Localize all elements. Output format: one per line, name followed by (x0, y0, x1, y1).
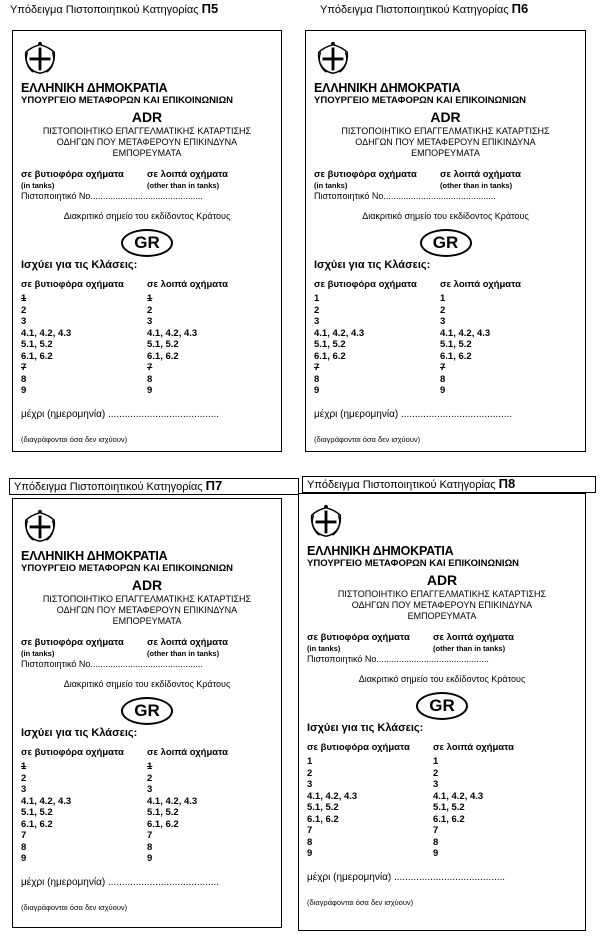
tank-class-8: 8 (21, 373, 27, 385)
tank-class-5: 5.1, 5.2 (307, 802, 339, 813)
tank-class-9: 9 (21, 853, 27, 864)
tank-class-2: 2 (314, 304, 320, 316)
other-class-9: 9 (440, 385, 446, 396)
certificate-number-field: Πιστοποιητικό Νο............................................. (21, 659, 203, 669)
cert-title-line-2: ΟΔΗΓΩΝ ΠΟΥ ΜΕΤΑΦΕΡΟΥΝ ΕΠΙΚΙΝΔΥΝΑ (56, 137, 238, 147)
in-tanks-label: (in tanks) (307, 644, 341, 653)
other-class-2: 2 (440, 304, 446, 316)
in-tanks-label: (in tanks) (21, 649, 55, 658)
certificate-card-p7 (12, 498, 282, 928)
other-class-4: 4.1, 4.2, 4.3 (147, 795, 198, 807)
other-class-7: 7 (433, 825, 439, 836)
other-class-6: 6.1, 6.2 (147, 350, 179, 362)
valid-until-field: μέχρι (ημερομηνία) ........................................ (307, 872, 506, 883)
tank-class-5: 5.1, 5.2 (21, 807, 53, 818)
tank-class-5: 5.1, 5.2 (21, 339, 53, 350)
tank-class-3: 3 (21, 316, 27, 327)
tank-vehicles-label: σε βυτιοφόρα οχήματα (21, 637, 124, 648)
greek-coat-of-arms-icon (307, 502, 345, 540)
other-class-1: 1 (147, 293, 153, 304)
greek-coat-of-arms-icon (21, 39, 59, 77)
tank-class-2: 2 (21, 772, 27, 784)
cert-title-line-1: ΠΙΣΤΟΠΟΙΗΤΙΚΟ ΕΠΑΓΓΕΛΜΑΤΙΚΗΣ ΚΑΤΑΡΤΙΣΗΣ (42, 594, 252, 604)
tank-class-7: 7 (21, 362, 27, 373)
adr-title: ADR (430, 109, 461, 125)
other-class-1: 1 (433, 756, 439, 767)
cert-title-line-2: ΟΔΗΓΩΝ ΠΟΥ ΜΕΤΑΦΕΡΟΥΝ ΕΠΙΚΙΝΔΥΝΑ (56, 605, 238, 615)
other-column-heading: σε λοιπά οχήματα (147, 747, 228, 758)
tank-column-heading: σε βυτιοφόρα οχήματα (21, 279, 124, 290)
valid-classes-heading: Ισχύει για τις Κλάσεις: (314, 259, 431, 271)
tank-class-2: 2 (21, 304, 27, 316)
other-class-2: 2 (147, 772, 153, 784)
other-column-heading: σε λοιπά οχήματα (147, 279, 228, 290)
tank-class-8: 8 (307, 836, 313, 848)
other-than-tanks-label: (other than in tanks) (147, 649, 220, 658)
other-class-7: 7 (147, 362, 153, 373)
tank-class-3: 3 (314, 316, 320, 327)
other-class-3: 3 (147, 316, 153, 327)
other-class-8: 8 (147, 373, 153, 385)
tank-class-1: 1 (21, 761, 27, 772)
valid-classes-heading: Ισχύει για τις Κλάσεις: (307, 722, 424, 734)
adr-title: ADR (131, 109, 163, 125)
tank-class-2: 2 (307, 767, 313, 779)
caption-p5: Υπόδειγμα Πιστοποιητικού Κατηγορίας Π5 (10, 1, 219, 16)
cert-title-line-1: ΠΙΣΤΟΠΟΙΗΤΙΚΟ ΕΠΑΓΓΕΛΜΑΤΙΚΗΣ ΚΑΤΑΡΤΙΣΗΣ (337, 589, 547, 599)
tank-class-8: 8 (314, 373, 320, 385)
tank-class-7: 7 (307, 825, 313, 836)
other-than-tanks-label: (other than in tanks) (440, 181, 513, 190)
other-vehicles-label: σε λοιπά οχήματα (147, 169, 228, 180)
other-class-9: 9 (147, 853, 153, 864)
tank-vehicles-label: σε βυτιοφόρα οχήματα (307, 632, 410, 643)
country-name: ΕΛΛΗΝΙΚΗ ΔΗΜΟΚΡΑΤΙΑ (21, 549, 168, 563)
other-class-3: 3 (433, 779, 439, 790)
caption-p7: Υπόδειγμα Πιστοποιητικού Κατηγορίας Π7 (9, 478, 299, 495)
valid-classes-heading: Ισχύει για τις Κλάσεις: (21, 727, 138, 739)
tank-column-heading: σε βυτιοφόρα οχήματα (314, 279, 417, 290)
tank-vehicles-label: σε βυτιοφόρα οχήματα (21, 169, 124, 180)
other-column-heading: σε λοιπά οχήματα (433, 742, 514, 753)
issuing-state-label: Διακριτικό σημείο του εκδίδοντος Κράτους (362, 211, 529, 221)
tank-class-9: 9 (307, 848, 313, 859)
other-class-6: 6.1, 6.2 (433, 813, 465, 825)
valid-until-field: μέχρι (ημερομηνία) ........................................ (314, 409, 513, 420)
tank-class-6: 6.1, 6.2 (21, 818, 53, 830)
other-class-1: 1 (440, 293, 446, 304)
other-class-6: 6.1, 6.2 (147, 818, 179, 830)
other-class-9: 9 (147, 385, 153, 396)
tank-class-9: 9 (21, 385, 27, 396)
tank-class-8: 8 (21, 841, 27, 853)
tank-class-7: 7 (314, 362, 320, 373)
certificate-card-p5 (12, 30, 282, 452)
cert-title-line-2: ΟΔΗΓΩΝ ΠΟΥ ΜΕΤΑΦΕΡΟΥΝ ΕΠΙΚΙΝΔΥΝΑ (355, 137, 536, 147)
country-name: ΕΛΛΗΝΙΚΗ ΔΗΜΟΚΡΑΤΙΑ (21, 81, 168, 95)
adr-title: ADR (426, 572, 458, 588)
tank-class-6: 6.1, 6.2 (307, 813, 339, 825)
certificate-card-p8 (298, 493, 586, 931)
tank-class-4: 4.1, 4.2, 4.3 (307, 790, 358, 802)
tank-class-3: 3 (21, 784, 27, 795)
issuing-state-label: Διακριτικό σημείο του εκδίδοντος Κράτους (63, 679, 231, 689)
other-class-7: 7 (440, 362, 446, 373)
tank-class-4: 4.1, 4.2, 4.3 (21, 795, 72, 807)
other-class-2: 2 (433, 767, 439, 779)
tank-class-5: 5.1, 5.2 (314, 339, 346, 350)
certificate-number-field: Πιστοποιητικό Νο............................................. (307, 654, 489, 664)
other-class-5: 5.1, 5.2 (147, 807, 179, 818)
in-tanks-label: (in tanks) (314, 181, 348, 190)
valid-until-field: μέχρι (ημερομηνία) ........................................ (21, 877, 220, 888)
country-name: ΕΛΛΗΝΙΚΗ ΔΗΜΟΚΡΑΤΙΑ (307, 544, 454, 558)
other-vehicles-label: σε λοιπά οχήματα (433, 632, 514, 643)
tank-class-3: 3 (307, 779, 313, 790)
greek-coat-of-arms-icon (314, 39, 352, 77)
other-column-heading: σε λοιπά οχήματα (440, 279, 521, 290)
other-class-4: 4.1, 4.2, 4.3 (147, 327, 198, 339)
valid-until-field: μέχρι (ημερομηνία) ........................................ (21, 409, 220, 420)
strike-note: (διαγράφονται όσα δεν ισχύουν) (21, 435, 128, 444)
cert-title-line-1: ΠΙΣΤΟΠΟΙΗΤΙΚΟ ΕΠΑΓΓΕΛΜΑΤΙΚΗΣ ΚΑΤΑΡΤΙΣΗΣ (341, 126, 550, 136)
tank-class-4: 4.1, 4.2, 4.3 (21, 327, 72, 339)
other-class-4: 4.1, 4.2, 4.3 (440, 327, 491, 339)
gr-country-code: GR (121, 229, 173, 257)
other-than-tanks-label: (other than in tanks) (433, 644, 506, 653)
other-class-8: 8 (440, 373, 446, 385)
other-class-5: 5.1, 5.2 (440, 339, 472, 350)
other-vehicles-label: σε λοιπά οχήματα (440, 169, 521, 180)
other-class-5: 5.1, 5.2 (433, 802, 465, 813)
tank-class-1: 1 (314, 293, 320, 304)
strike-note: (διαγράφονται όσα δεν ισχύουν) (307, 898, 414, 907)
other-vehicles-label: σε λοιπά οχήματα (147, 637, 228, 648)
cert-title-line-3: ΕΜΠΟΡΕΥΜΑΤΑ (112, 616, 182, 626)
other-class-8: 8 (147, 841, 153, 853)
other-than-tanks-label: (other than in tanks) (147, 181, 220, 190)
tank-class-6: 6.1, 6.2 (314, 350, 346, 362)
tank-class-4: 4.1, 4.2, 4.3 (314, 327, 365, 339)
certificate-number-field: Πιστοποιητικό Νο............................................. (314, 191, 496, 201)
strike-note: (διαγράφονται όσα δεν ισχύουν) (314, 435, 421, 444)
other-class-4: 4.1, 4.2, 4.3 (433, 790, 484, 802)
issuing-state-label: Διακριτικό σημείο του εκδίδοντος Κράτους (358, 674, 526, 684)
tank-class-7: 7 (21, 830, 27, 841)
caption-p6: Υπόδειγμα Πιστοποιητικού Κατηγορίας Π6 (320, 1, 529, 16)
tank-class-6: 6.1, 6.2 (21, 350, 53, 362)
other-class-7: 7 (147, 830, 153, 841)
valid-classes-heading: Ισχύει για τις Κλάσεις: (21, 259, 138, 271)
cert-title-line-1: ΠΙΣΤΟΠΟΙΗΤΙΚΟ ΕΠΑΓΓΕΛΜΑΤΙΚΗΣ ΚΑΤΑΡΤΙΣΗΣ (42, 126, 252, 136)
other-class-3: 3 (440, 316, 446, 327)
greek-coat-of-arms-icon (21, 507, 59, 545)
tank-column-heading: σε βυτιοφόρα οχήματα (21, 747, 124, 758)
tank-class-1: 1 (21, 293, 27, 304)
cert-title-line-3: ΕΜΠΟΡΕΥΜΑΤΑ (407, 611, 477, 621)
other-class-8: 8 (433, 836, 439, 848)
cert-title-line-2: ΟΔΗΓΩΝ ΠΟΥ ΜΕΤΑΦΕΡΟΥΝ ΕΠΙΚΙΝΔΥΝΑ (351, 600, 533, 610)
gr-country-code: GR (121, 697, 173, 725)
strike-note: (διαγράφονται όσα δεν ισχύουν) (21, 903, 128, 912)
other-class-2: 2 (147, 304, 153, 316)
tank-column-heading: σε βυτιοφόρα οχήματα (307, 742, 410, 753)
other-class-6: 6.1, 6.2 (440, 350, 472, 362)
tank-vehicles-label: σε βυτιοφόρα οχήματα (314, 169, 417, 180)
cert-title-line-3: ΕΜΠΟΡΕΥΜΑΤΑ (112, 148, 182, 158)
other-class-5: 5.1, 5.2 (147, 339, 179, 350)
ministry-name: ΥΠΟΥΡΓΕΙΟ ΜΕΤΑΦΟΡΩΝ ΚΑΙ ΕΠΙΚΟΙΝΩΝΙΩΝ (21, 563, 234, 574)
certificate-number-field: Πιστοποιητικό Νο............................................. (21, 191, 203, 201)
gr-country-code: GR (416, 692, 468, 720)
other-class-3: 3 (147, 784, 153, 795)
adr-title: ADR (131, 577, 163, 593)
tank-class-1: 1 (307, 756, 313, 767)
in-tanks-label: (in tanks) (21, 181, 55, 190)
ministry-name: ΥΠΟΥΡΓΕΙΟ ΜΕΤΑΦΟΡΩΝ ΚΑΙ ΕΠΙΚΟΙΝΩΝΙΩΝ (314, 95, 527, 106)
certificate-card-p6 (305, 30, 586, 452)
gr-country-code: GR (420, 229, 472, 257)
ministry-name: ΥΠΟΥΡΓΕΙΟ ΜΕΤΑΦΟΡΩΝ ΚΑΙ ΕΠΙΚΟΙΝΩΝΙΩΝ (307, 558, 520, 569)
caption-p8: Υπόδειγμα Πιστοποιητικού Κατηγορίας Π8 (302, 476, 596, 493)
other-class-1: 1 (147, 761, 153, 772)
issuing-state-label: Διακριτικό σημείο του εκδίδοντος Κράτους (63, 211, 231, 221)
tank-class-9: 9 (314, 385, 320, 396)
other-class-9: 9 (433, 848, 439, 859)
country-name: ΕΛΛΗΝΙΚΗ ΔΗΜΟΚΡΑΤΙΑ (314, 81, 461, 95)
cert-title-line-3: ΕΜΠΟΡΕΥΜΑΤΑ (411, 148, 480, 158)
ministry-name: ΥΠΟΥΡΓΕΙΟ ΜΕΤΑΦΟΡΩΝ ΚΑΙ ΕΠΙΚΟΙΝΩΝΙΩΝ (21, 95, 234, 106)
